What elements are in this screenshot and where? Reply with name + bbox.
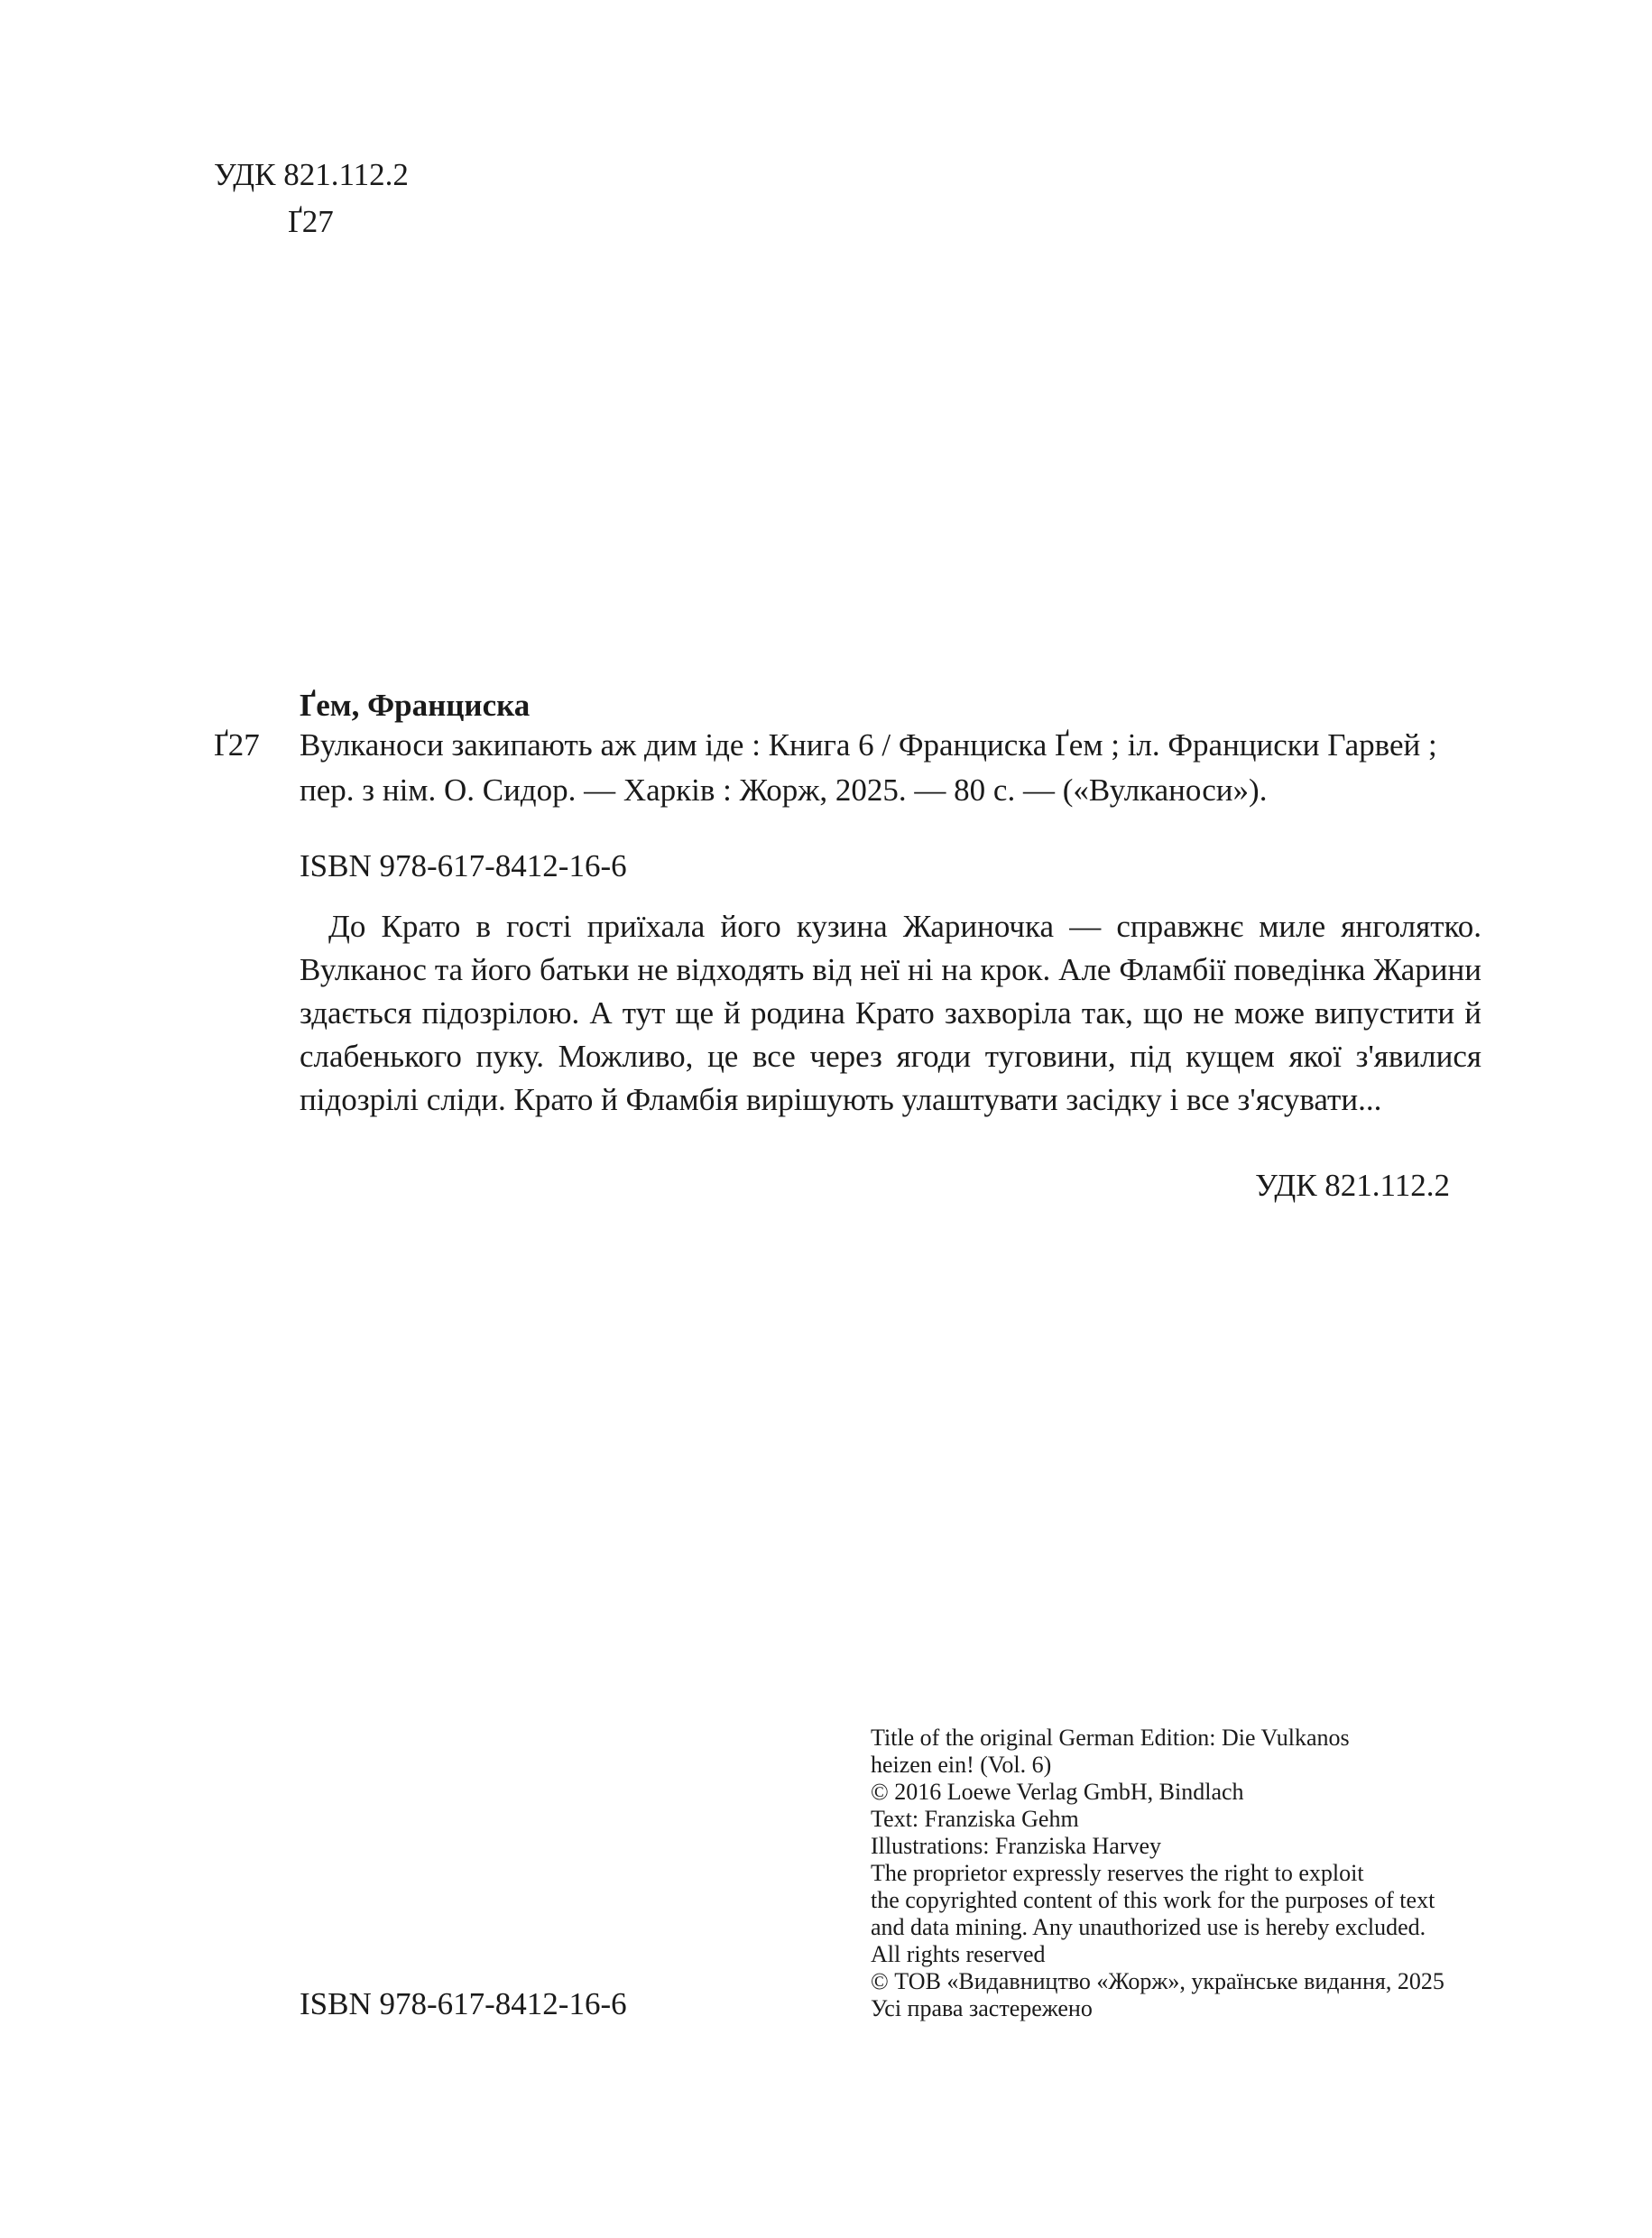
footer-isbn: ISBN 978-617-8412-16-6 — [300, 1986, 627, 2021]
copyright-line: the copyrighted content of this work for the purposes of text — [871, 1887, 1435, 1913]
cutter-code: Ґ27 — [288, 204, 334, 239]
copyright-line: Усі права застережено — [871, 1995, 1093, 2021]
copyright-line: and data mining. Any unauthorized use is hereby excluded. — [871, 1914, 1426, 1940]
bibliographic-line: Вулканоси закипають аж дим іде : Книга 6 / Франциска Ґем ; іл. Франциски Гарвей ; — [300, 727, 1437, 763]
copyright-line: Text: Franziska Gehm — [871, 1806, 1079, 1832]
catalog-isbn: ISBN 978-617-8412-16-6 — [300, 848, 627, 883]
catalog-udk: УДК 821.112.2 — [1255, 1168, 1450, 1203]
copyright-line: © ТОВ «Видавництво «Жорж», українське видання, 2025 — [871, 1968, 1444, 1994]
copyright-line: © 2016 Loewe Verlag GmbH, Bindlach — [871, 1779, 1244, 1805]
copyright-line: The proprietor expressly reserves the right to exploit — [871, 1860, 1364, 1886]
author-heading: Ґем, Франциска — [300, 688, 531, 723]
catalog-cutter-code: Ґ27 — [214, 727, 260, 763]
bibliographic-description — [300, 723, 1472, 813]
udk-code: УДК 821.112.2 — [214, 157, 409, 192]
copyright-line: Title of the original German Edition: Die Vulkanos — [871, 1725, 1350, 1751]
copyright-block — [871, 1725, 1502, 2022]
udk-header — [214, 152, 409, 245]
copyright-line: heizen ein! (Vol. 6) — [871, 1752, 1052, 1778]
annotation-paragraph: До Крато в гості приїхала його кузина Жариночка — справжнє миле янголятко. Вулканос та його батьки не відходять від неї ні на крок. Але Фламбії поведінка Жарини здається підозрілою. А тут ще й родина Крато захворіла так, що не може випустити й слабенького пуку. Можливо, це все через ягоди туговини, під кущем якої з'явилися підозрілі сліди. Крато й Фламбія вирішують улаштувати засідку і все з'ясувати... — [300, 909, 1481, 1117]
copyright-line: All rights reserved — [871, 1941, 1046, 1967]
bibliographic-line: пер. з нім. О. Сидор. — Харків : Жорж, 2025. — 80 с. — («Вулканоси»). — [300, 772, 1268, 808]
copyright-line: Illustrations: Franziska Harvey — [871, 1833, 1162, 1859]
